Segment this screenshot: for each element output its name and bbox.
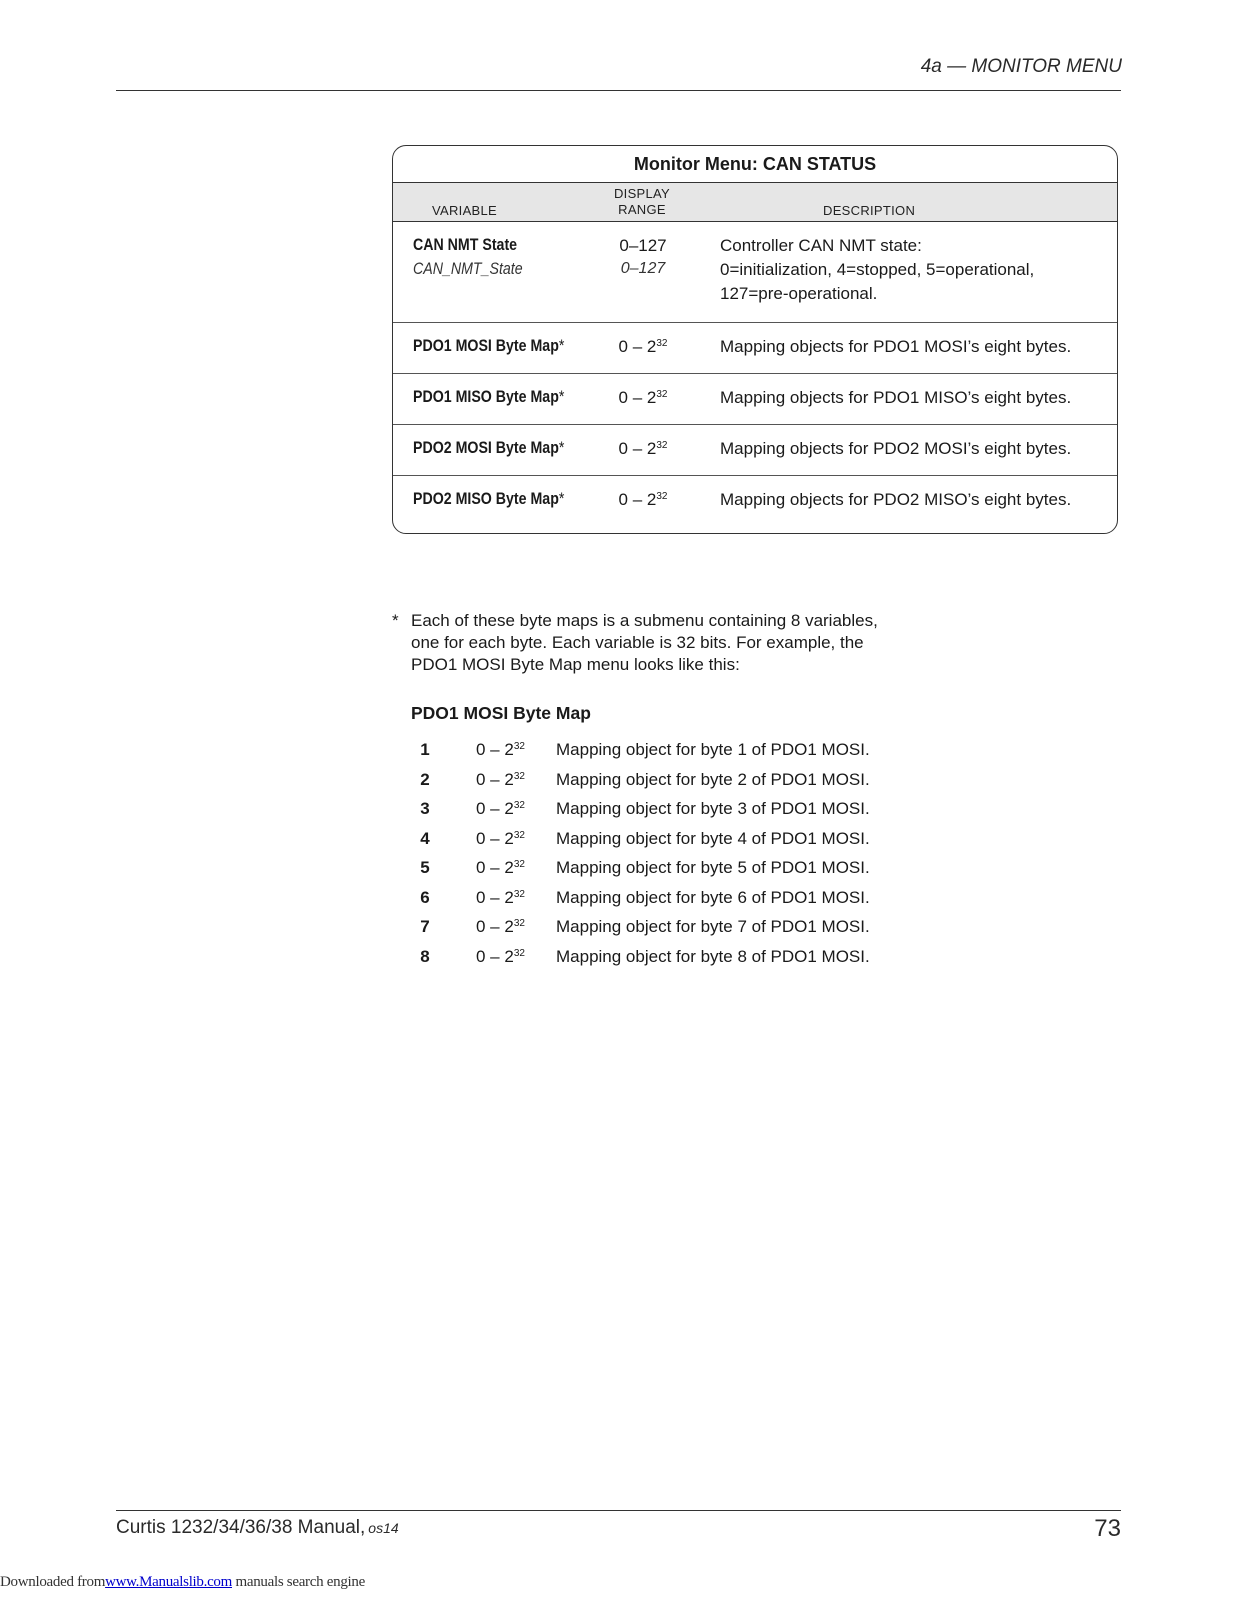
- list-item: [411, 829, 911, 859]
- table-row: [393, 222, 1117, 322]
- list-item: [411, 888, 911, 918]
- description-line: 0=initialization, 4=stopped, 5=operational,: [720, 260, 1035, 279]
- row-description: Mapping objects for PDO2 MISO’s eight bytes.: [720, 490, 1072, 509]
- byte-range: [476, 740, 525, 760]
- range-base: 0 – 2: [476, 799, 514, 818]
- range-exponent: 32: [513, 947, 525, 959]
- footnote-line: PDO1 MOSI Byte Map menu looks like this:: [411, 655, 740, 674]
- range-exponent: 32: [513, 918, 525, 929]
- column-header-variable: VARIABLE: [432, 203, 498, 218]
- footnote-line: one for each byte. Each variable is 32 bits. For example, the: [411, 633, 864, 652]
- range-exponent: 32: [513, 859, 525, 870]
- footnote-marker: *: [392, 611, 399, 630]
- byte-number: 7: [420, 917, 430, 936]
- table-row: [393, 424, 1117, 476]
- display-range: [605, 490, 681, 510]
- variable-name: [413, 439, 564, 458]
- description-line: Controller CAN NMT state:: [720, 236, 922, 255]
- range-base: 0 – 2: [476, 828, 514, 848]
- table-row: [393, 322, 1117, 374]
- byte-range: [476, 858, 525, 878]
- range-base: 0 – 2: [476, 887, 514, 907]
- display-range: [605, 337, 681, 357]
- list-item: [411, 917, 911, 947]
- range-base: 0 – 2: [476, 917, 514, 936]
- list-item: [411, 799, 911, 829]
- header-divider: [116, 90, 1121, 91]
- list-item: [411, 740, 911, 770]
- manual-name: Curtis 1232/34/36/38 Manual,: [116, 1517, 366, 1538]
- range-base: 0 – 2: [618, 388, 657, 407]
- manualslib-link[interactable]: www.Manualslib.com: [105, 1574, 233, 1590]
- byte-range: [476, 947, 525, 967]
- submenu-title: PDO1 MOSI Byte Map: [411, 703, 591, 723]
- row-description: Mapping objects for PDO1 MISO’s eight bytes.: [720, 388, 1072, 407]
- variable-name: CAN NMT State: [413, 236, 518, 254]
- range-exponent: 32: [656, 491, 668, 502]
- byte-range: [476, 799, 525, 819]
- description-line: 127=pre-operational.: [720, 284, 878, 303]
- table-row: [393, 475, 1117, 527]
- byte-range: [476, 829, 525, 849]
- byte-description: Mapping object for byte 4 of PDO1 MOSI.: [556, 828, 870, 848]
- byte-number: 8: [420, 946, 430, 966]
- range-exponent: 32: [513, 741, 525, 752]
- download-suffix: manuals search engine: [232, 1574, 365, 1590]
- column-header-range-line1: DISPLAY: [613, 186, 671, 201]
- variable-name-text: PDO2 MOSI Byte Map: [413, 439, 559, 457]
- table-row: [393, 373, 1117, 425]
- variable-name: [413, 490, 564, 509]
- list-item: [411, 770, 911, 800]
- range-base: 0 – 2: [618, 439, 657, 458]
- display-range: [605, 439, 681, 459]
- variable-name-text: PDO1 MOSI Byte Map: [413, 337, 559, 355]
- byte-range: [476, 770, 525, 790]
- column-header-range-line2: RANGE: [618, 202, 666, 217]
- range-base: 0 – 2: [476, 946, 514, 966]
- table-column-header: [393, 182, 1117, 222]
- byte-description: Mapping object for byte 1 of PDO1 MOSI.: [556, 740, 870, 759]
- range-exponent: 32: [656, 440, 668, 451]
- running-header: 4a — MONITOR MENU: [920, 56, 1122, 77]
- byte-description: Mapping object for byte 6 of PDO1 MOSI.: [556, 887, 870, 907]
- footnote-text: [411, 610, 931, 676]
- byte-range: [476, 917, 525, 937]
- column-header-description: DESCRIPTION: [823, 203, 916, 218]
- range-exponent: 32: [513, 800, 525, 811]
- column-header-range: [607, 186, 677, 218]
- row-description: Mapping objects for PDO2 MOSI’s eight bytes.: [720, 439, 1072, 458]
- byte-range: [476, 888, 525, 908]
- byte-number: 5: [420, 858, 430, 877]
- range-exponent: 32: [656, 389, 668, 400]
- display-range: [605, 388, 681, 408]
- alias-range: 0–127: [620, 260, 666, 277]
- footnote-line: Each of these byte maps is a submenu containing 8 variables,: [411, 611, 878, 630]
- range-exponent: 32: [656, 338, 668, 349]
- footnote-marker: *: [558, 439, 565, 457]
- byte-number: 4: [420, 828, 430, 848]
- footnote-marker: *: [558, 388, 565, 406]
- byte-description: Mapping object for byte 5 of PDO1 MOSI.: [556, 858, 870, 877]
- byte-number: 1: [420, 740, 430, 759]
- variable-name: [413, 388, 564, 407]
- download-notice: [0, 1574, 365, 1591]
- byte-description: Mapping object for byte 3 of PDO1 MOSI.: [556, 799, 870, 818]
- manual-version: os14: [368, 1520, 399, 1536]
- range-base: 0 – 2: [618, 490, 657, 509]
- display-range: 0–127: [619, 236, 667, 255]
- variable-name-text: PDO2 MISO Byte Map: [413, 490, 559, 508]
- variable-alias: CAN_NMT_State: [413, 260, 523, 278]
- byte-number: 3: [420, 799, 430, 818]
- footer-divider: [116, 1510, 1121, 1511]
- row-description: Mapping objects for PDO1 MOSI’s eight bytes.: [720, 337, 1072, 356]
- range-exponent: 32: [513, 829, 525, 841]
- footnote-marker: *: [558, 337, 565, 355]
- list-item: [411, 858, 911, 888]
- variable-name-text: PDO1 MISO Byte Map: [413, 388, 559, 406]
- byte-description: Mapping object for byte 7 of PDO1 MOSI.: [556, 917, 870, 936]
- byte-number: 6: [420, 887, 430, 907]
- byte-description: Mapping object for byte 8 of PDO1 MOSI.: [556, 946, 870, 966]
- table-title: Monitor Menu: CAN STATUS: [633, 154, 877, 174]
- footnote-marker: *: [558, 490, 565, 508]
- list-item: [411, 947, 911, 977]
- range-exponent: 32: [513, 888, 525, 900]
- range-exponent: 32: [513, 770, 525, 782]
- range-base: 0 – 2: [476, 769, 514, 789]
- page-number: 73: [1094, 1515, 1121, 1542]
- range-base: 0 – 2: [476, 858, 514, 877]
- range-base: 0 – 2: [476, 740, 514, 759]
- byte-description: Mapping object for byte 2 of PDO1 MOSI.: [556, 769, 870, 789]
- row-description: [720, 234, 1105, 306]
- range-base: 0 – 2: [618, 337, 657, 356]
- download-prefix: Downloaded from: [0, 1574, 106, 1590]
- can-status-table: [392, 145, 1118, 534]
- variable-name: [413, 337, 564, 356]
- byte-number: 2: [420, 769, 430, 789]
- footer-manual-title: [116, 1517, 399, 1539]
